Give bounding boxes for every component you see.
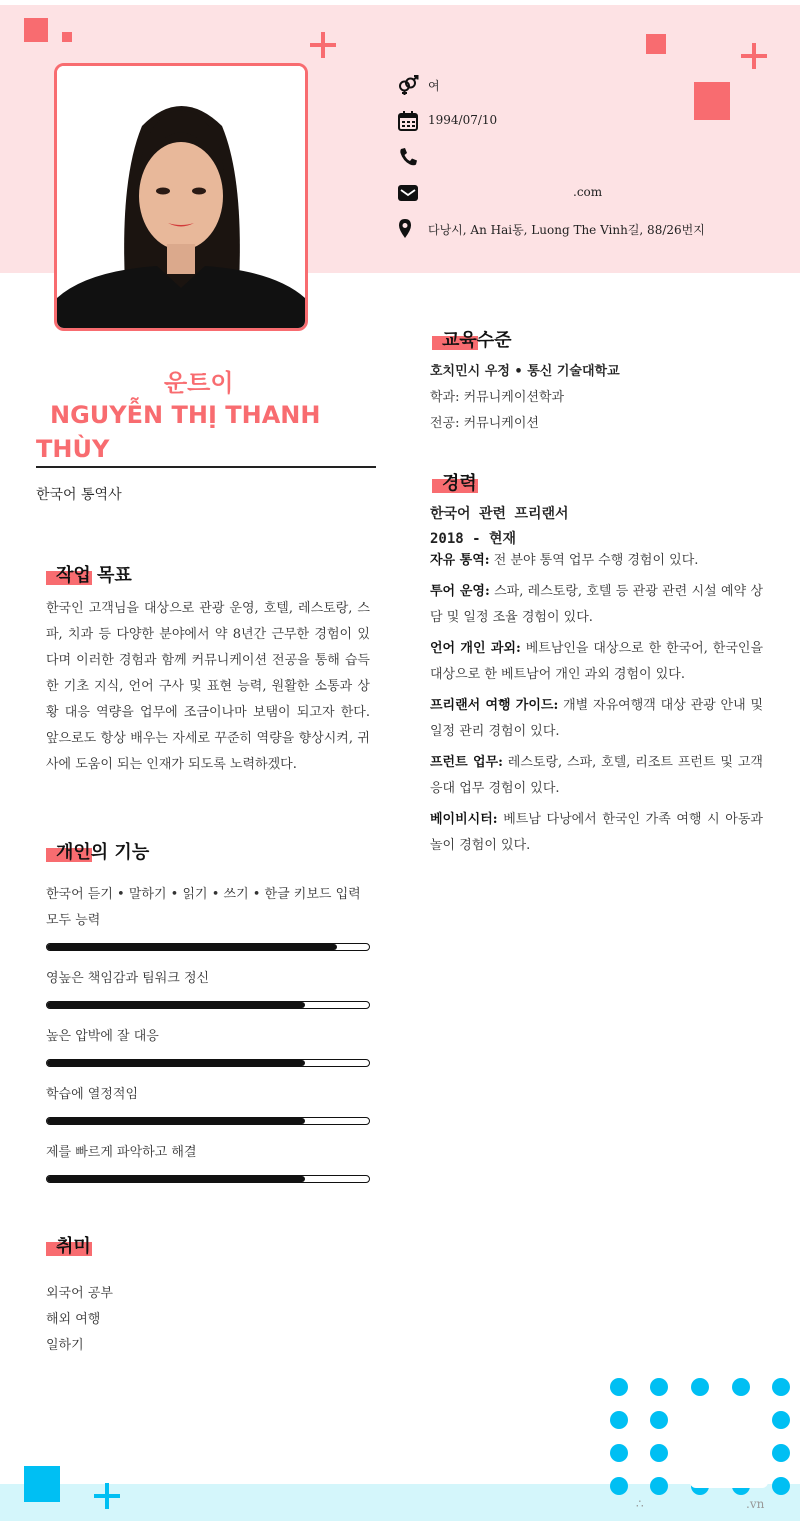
decor-dot — [610, 1378, 628, 1396]
profile-photo — [57, 66, 305, 328]
decor-dot — [772, 1477, 790, 1495]
phone-icon — [397, 146, 419, 168]
gender-icon — [397, 74, 419, 96]
decor-dot — [610, 1444, 628, 1462]
skill-bar — [46, 1059, 370, 1067]
decor-dot — [610, 1411, 628, 1429]
experience-item-label: 언어 개인 과외: — [430, 641, 521, 656]
experience-item-text: 베트남 다낭에서 한국인 가족 여행 시 아동과 놀이 경험이 있다. — [430, 812, 763, 853]
decor-dot — [610, 1477, 628, 1495]
experience-item-label: 투어 운영: — [430, 584, 490, 599]
decor-square — [62, 32, 72, 42]
experience-item-text: 전 분야 통역 업무 수행 경험이 있다. — [489, 553, 699, 568]
skill-bar-fill — [47, 1002, 305, 1008]
experience-period: 2018 - 현재 — [430, 531, 517, 547]
skill-item — [46, 882, 370, 934]
envelope-icon — [397, 182, 419, 204]
skill-label: 제를 빠르게 파악하고 해결 — [46, 1145, 197, 1160]
skill-bar-fill — [47, 1176, 305, 1182]
decor-dot — [650, 1477, 668, 1495]
decor-dot — [772, 1378, 790, 1396]
birthdate-value: 1994/07/10 — [428, 113, 498, 127]
gender-value: 여 — [428, 79, 440, 93]
decor-dot — [732, 1378, 750, 1396]
experience-item — [430, 807, 763, 859]
experience-item — [430, 548, 763, 574]
skill-bar — [46, 1175, 370, 1183]
skill-label: 학습에 열정적임 — [46, 1087, 139, 1102]
education-heading: 교육수준 — [442, 326, 512, 352]
footer-mark: ∴ — [636, 1497, 644, 1511]
skills-heading: 개인의 기능 — [56, 838, 149, 864]
name-korean: 운트이 — [164, 369, 234, 397]
education-major: 전공: 커뮤니케이션 — [430, 416, 539, 431]
decor-plus-icon — [741, 43, 767, 69]
decor-plus-icon — [310, 32, 336, 58]
experience-title: 한국어 관련 프리랜서 — [430, 506, 569, 522]
education-school: 호치민시 우정 • 통신 기술대학교 — [430, 364, 620, 379]
experience-item — [430, 579, 763, 631]
map-pin-icon — [397, 218, 419, 240]
hobbies-heading: 취미 — [56, 1232, 91, 1258]
education-department: 학과: 커뮤니케이션학과 — [430, 390, 565, 405]
decor-dot — [772, 1444, 790, 1462]
footer-domain: .vn — [746, 1497, 765, 1511]
decor-square — [24, 18, 48, 42]
hobby-item: 외국어 공부 — [46, 1286, 113, 1301]
skill-item — [46, 1140, 370, 1166]
decor-dot — [691, 1378, 709, 1396]
decor-dot — [650, 1444, 668, 1462]
profile-photo-frame — [54, 63, 308, 331]
experience-item-text: 스파, 레스토랑, 호텔 등 관광 관련 시설 예약 상담 및 일정 조율 경험이 있다. — [430, 584, 764, 625]
skill-bar — [46, 943, 370, 951]
decor-square — [24, 1466, 60, 1502]
objective-heading: 작업 목표 — [56, 561, 132, 587]
experience-item-label: 베이비시터: — [430, 812, 498, 827]
experience-item-text: 레스토랑, 스파, 호텔, 리조트 프런트 및 고객 응대 업무 경험이 있다. — [430, 755, 763, 796]
skill-item — [46, 1082, 370, 1108]
experience-item-text: 베트남인을 대상으로 한 한국어, 한국인을 대상으로 한 베트남어 개인 과외 경험이 있다. — [430, 641, 764, 682]
skill-bar-fill — [47, 1118, 305, 1124]
skill-bar-fill — [47, 944, 337, 950]
skill-label: 높은 압박에 잘 대응 — [46, 1029, 159, 1044]
skill-label: 한국어 듣기 • 말하기 • 읽기 • 쓰기 • 한글 키보드 입력 모두 능력 — [46, 887, 361, 928]
experience-item — [430, 636, 763, 688]
hobby-item: 해외 여행 — [46, 1312, 101, 1327]
email-value: .com — [573, 185, 603, 199]
skill-bar-fill — [47, 1060, 305, 1066]
decor-dot — [650, 1411, 668, 1429]
experience-item-label: 프리랜서 여행 가이드: — [430, 698, 559, 713]
objective-text: 한국인 고객님을 대상으로 관광 운영, 호텔, 레스토랑, 스파, 치과 등 다양한 분야에서 약 8년간 근무한 경험이 있다며 이러한 경험과 함께 커뮤니케이션 전공을 통해 습득한 기초 지식, 언어 구사 및 표현 능력, 원활한 소통과 상황 대응 역량을 업무에 조금이나마 보탬이 되고자 한다. 앞으로도 항상 배우는 자세로 꾸준히 역량을 향상시켜, 귀사에 도움이 되는 인재가 되도록 노력하겠다. — [46, 601, 370, 772]
experience-item — [430, 693, 763, 745]
job-title: 한국어 통역사 — [36, 487, 122, 503]
experience-item-label: 자유 통역: — [430, 553, 490, 568]
skill-item — [46, 1024, 370, 1050]
skill-bar — [46, 1117, 370, 1125]
experience-item-text: 개별 자유여행객 대상 관광 안내 및 일정 관리 경험이 있다. — [430, 698, 764, 739]
decor-dot — [650, 1378, 668, 1396]
experience-heading: 경력 — [442, 469, 477, 495]
skill-label: 영높은 책임감과 팀워크 정신 — [46, 971, 210, 986]
calendar-icon — [397, 110, 419, 132]
footer-band — [0, 1484, 800, 1521]
decor-square — [694, 82, 730, 120]
address-value: 다낭시, An Hai동, Luong The Vinh길, 88/26번지 — [428, 223, 705, 237]
name-divider — [36, 466, 376, 468]
name-vietnamese: NGUYỄN THỊ THANH THÙY — [36, 401, 321, 463]
skill-item — [46, 966, 370, 992]
experience-item — [430, 750, 763, 802]
skill-bar — [46, 1001, 370, 1009]
experience-item-label: 프런트 업무: — [430, 755, 503, 770]
decor-plus-icon — [94, 1483, 120, 1509]
decor-dot-mask — [690, 1396, 768, 1488]
decor-square — [646, 34, 666, 54]
decor-dot — [772, 1411, 790, 1429]
hobby-item: 일하기 — [46, 1338, 84, 1353]
